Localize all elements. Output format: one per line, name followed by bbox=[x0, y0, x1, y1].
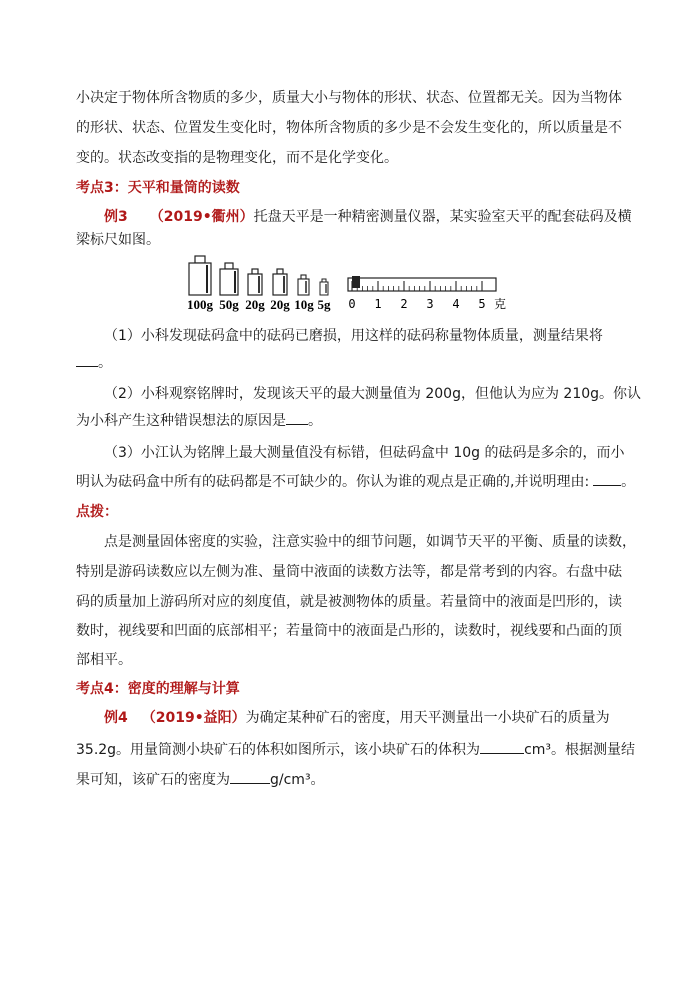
example-source: （2019•益阳） bbox=[141, 710, 246, 726]
example-source: （2019•衢州） bbox=[149, 209, 254, 225]
weight-label: 20g bbox=[245, 297, 265, 312]
beam-ruler bbox=[348, 276, 496, 291]
punct: 。 bbox=[308, 413, 322, 429]
example-label: 例3 bbox=[104, 209, 128, 225]
example-3-line-2: 梁标尺如图。 bbox=[76, 232, 160, 248]
question-text: 为小科产生这种错误想法的原因是 bbox=[76, 413, 286, 429]
answer-blank bbox=[76, 352, 98, 367]
answer-blank bbox=[593, 471, 621, 486]
example-3-line bbox=[104, 207, 632, 227]
ruler-tick-label: 1 bbox=[374, 297, 382, 311]
weight-20g-icon bbox=[273, 269, 287, 295]
question-3-line: （3）小江认为铭牌上最大测量值没有标错，但砝码盒中 10g 的砝码是多余的，而小 bbox=[104, 445, 625, 461]
example-text: 为确定某种矿石的密度，用天平测量出一小块矿石的质量为 bbox=[245, 710, 610, 726]
example-text: 35.2g。用量筒测小块矿石的体积如图所示，该小块矿石的体积为 bbox=[76, 742, 481, 758]
question-text: 明认为砝码盒中所有的砝码都是不可缺少的。你认为谁的观点是正确的,并说明理由: bbox=[76, 474, 590, 490]
example-text: cm³。根据测量结 bbox=[524, 742, 636, 758]
weight-100g-icon bbox=[189, 256, 211, 295]
weight-label: 50g bbox=[219, 297, 239, 312]
weight-20g-icon bbox=[248, 269, 262, 295]
weight-label: 5g bbox=[317, 297, 331, 312]
rider-icon bbox=[352, 276, 360, 288]
example-4-line-2 bbox=[76, 739, 635, 760]
punct: 。 bbox=[621, 474, 636, 490]
weight-label: 10g bbox=[294, 297, 314, 312]
tips-heading: 点拨： bbox=[76, 504, 118, 520]
paragraph-line: 特别是游码读数应以左侧为准、量筒中液面的读数方法等，都是常考到的内容。右盘中砝 bbox=[76, 564, 622, 580]
example-4-line-3 bbox=[76, 769, 325, 790]
punct: 。 bbox=[98, 355, 112, 371]
ruler-tick-label: 0 bbox=[348, 297, 356, 311]
weight-10g-icon bbox=[298, 275, 309, 295]
weight-label: 20g bbox=[270, 297, 290, 312]
paragraph-line: 小决定于物体所含物质的多少，质量大小与物体的形状、状态、位置都无关。因为当物体 bbox=[76, 90, 622, 106]
example-label: 例4 bbox=[104, 710, 128, 726]
example-text: 果可知，该矿石的密度为 bbox=[76, 772, 230, 788]
section-heading-3: 考点3：天平和量筒的读数 bbox=[76, 180, 240, 196]
paragraph-line: 点是测量固体密度的实验，注意实验中的细节问题，如调节天平的平衡、质量的读数， bbox=[104, 534, 636, 550]
example-text: g/cm³。 bbox=[270, 772, 325, 788]
example-text: 托盘天平是一种精密测量仪器，某实验室天平的配套砝码及横 bbox=[253, 209, 632, 225]
question-1-line: （1）小科发现砝码盒中的砝码已磨损，用这样的砝码称量物体质量，测量结果将 bbox=[104, 328, 603, 344]
paragraph-line: 码的质量加上游码所对应的刻度值，就是被测物体的质量。若量筒中的液面是凹形的，读 bbox=[76, 594, 622, 610]
ruler-unit: 克 bbox=[494, 297, 507, 311]
section-heading-4: 考点4：密度的理解与计算 bbox=[76, 681, 240, 697]
weight-50g-icon bbox=[220, 263, 238, 295]
example-4-line bbox=[104, 708, 610, 728]
ruler-tick-label: 5 bbox=[478, 297, 486, 311]
ruler-tick-label: 2 bbox=[400, 297, 408, 311]
answer-blank bbox=[286, 410, 308, 425]
weight-label: 100g bbox=[187, 297, 213, 312]
ruler-tick-label: 3 bbox=[426, 297, 434, 311]
paragraph-line: 数时，视线要和凹面的底部相平；若量筒中的液面是凸形的，读数时，视线要和凸面的顶 bbox=[76, 623, 622, 639]
weights-and-ruler-figure bbox=[185, 254, 515, 314]
question-3-line-2 bbox=[76, 471, 635, 492]
question-2-line: （2）小科观察铭牌时，发现该天平的最大测量值为 200g，但他认为应为 210g。你认 bbox=[104, 386, 642, 402]
paragraph-line: 部相平。 bbox=[76, 652, 132, 668]
paragraph-line: 变的。状态改变指的是物理变化，而不是化学变化。 bbox=[76, 150, 398, 166]
weight-5g-icon bbox=[320, 279, 328, 295]
ruler-tick-label: 4 bbox=[452, 297, 460, 311]
question-1-line-2 bbox=[76, 352, 112, 373]
answer-blank bbox=[480, 739, 524, 754]
answer-blank bbox=[230, 769, 270, 784]
question-2-line-2 bbox=[76, 410, 322, 431]
paragraph-line: 的形状、状态、位置发生变化时，物体所含物质的多少是不会发生变化的，所以质量是不 bbox=[76, 120, 622, 136]
